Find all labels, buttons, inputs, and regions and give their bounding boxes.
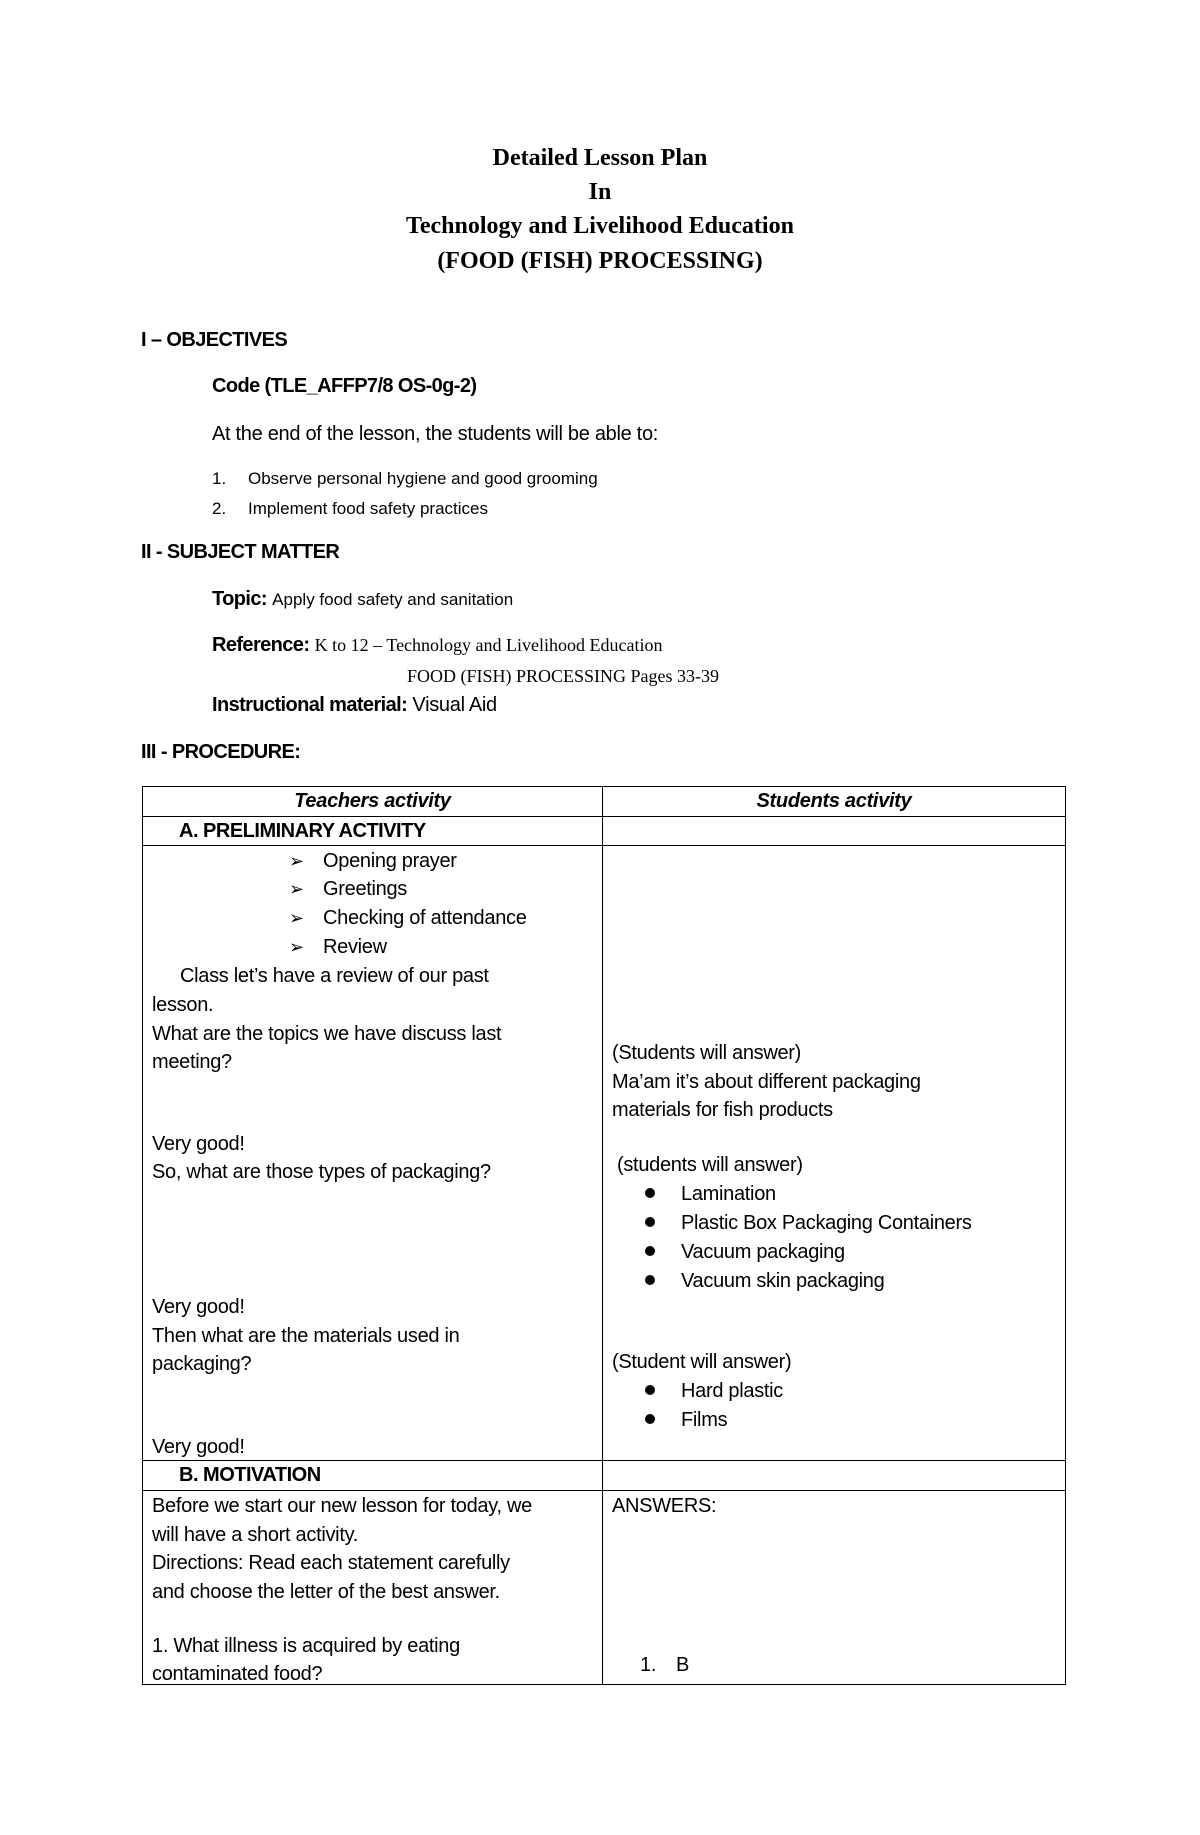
material-label: Instructional material:: [212, 694, 408, 716]
objective-text: Observe personal hygiene and good grooming: [248, 469, 598, 488]
objective-item: [212, 499, 488, 519]
bullet-icon: [645, 1275, 655, 1285]
section-b-title: B. MOTIVATION: [143, 1461, 603, 1491]
teacher-text: contaminated food?: [152, 1662, 323, 1685]
teacher-text: Before we start our new lesson for today, we: [152, 1494, 532, 1517]
section-b-empty: [603, 1461, 1066, 1491]
reference-label: Reference:: [212, 634, 310, 656]
prelim-item: ➢ Greetings: [289, 875, 407, 904]
bullet-icon: [645, 1385, 655, 1395]
prelim-item: ➢ Checking of attendance: [289, 904, 527, 933]
topic-label: Topic:: [212, 588, 267, 610]
objective-text: Implement food safety practices: [248, 499, 489, 518]
teacher-text: Directions: Read each statement carefully: [152, 1551, 510, 1574]
teacher-text: So, what are those types of packaging?: [152, 1161, 491, 1183]
bullet-icon: [645, 1414, 655, 1424]
teacher-text: meeting?: [152, 1051, 232, 1073]
teacher-text: Very good!: [152, 1133, 245, 1155]
student-text: (Student will answer): [612, 1351, 792, 1373]
material-value: Visual Aid: [412, 694, 497, 716]
teacher-text: Class let’s have a review of our past: [180, 965, 489, 987]
objective-number: 2.: [212, 499, 227, 518]
objectives-heading: I – OBJECTIVES: [141, 329, 288, 351]
teacher-text: Very good!: [152, 1436, 245, 1458]
arrow-bullet-icon: ➢: [289, 937, 304, 957]
section-row: [143, 816, 1066, 846]
student-text: Ma’am it’s about different packaging: [612, 1071, 921, 1093]
objectives-code: Code (TLE_AFFP7/8 OS-0g-2): [212, 375, 477, 397]
answer-value: B: [676, 1653, 690, 1676]
doc-subject-specialization: (FOOD (FISH) PROCESSING): [437, 248, 763, 274]
objectives-intro: At the end of the lesson, the students will be able to:: [212, 423, 659, 445]
student-text: (Students will answer): [612, 1042, 802, 1064]
subject-matter-heading: II - SUBJECT MATTER: [141, 541, 340, 563]
section-a-empty: [603, 816, 1066, 846]
table-row: [143, 1490, 1066, 1684]
bullet-icon: [645, 1188, 655, 1198]
procedure-table: [142, 786, 1066, 1685]
answer-list-item: Hard plastic: [645, 1377, 783, 1406]
bullet-icon: [645, 1246, 655, 1256]
prelim-item: ➢ Review: [289, 933, 387, 962]
section-row: [143, 1461, 1066, 1491]
arrow-bullet-icon: ➢: [289, 879, 304, 899]
topic-line: [212, 588, 513, 611]
answer-number: 1.: [640, 1653, 657, 1676]
students-cell-b: [603, 1490, 1066, 1684]
answer-list-item: Films: [645, 1406, 727, 1435]
student-text: (students will answer): [617, 1154, 803, 1176]
student-text: materials for fish products: [612, 1099, 833, 1121]
section-a-title: A. PRELIMINARY ACTIVITY: [143, 816, 603, 846]
students-cell-a: [603, 846, 1066, 1461]
answer-list-item: Vacuum skin packaging: [645, 1267, 884, 1296]
arrow-bullet-icon: ➢: [289, 908, 304, 928]
reference-line: [212, 634, 663, 657]
teacher-text: lesson.: [152, 994, 214, 1016]
reference-value: K to 12 – Technology and Livelihood Education: [314, 635, 663, 655]
teacher-text: packaging?: [152, 1353, 252, 1375]
answer-item: [640, 1651, 689, 1680]
table-header-row: [143, 787, 1066, 817]
doc-title: Detailed Lesson Plan: [492, 145, 708, 171]
teacher-text: 1. What illness is acquired by eating: [152, 1634, 460, 1657]
prelim-item: ➢ Opening prayer: [289, 847, 457, 876]
teacher-text: What are the topics we have discuss last: [152, 1023, 502, 1045]
answer-list-item: Lamination: [645, 1180, 776, 1209]
doc-title-in: In: [588, 179, 612, 205]
objective-item: [212, 469, 598, 489]
col-header-teacher: Teachers activity: [143, 787, 603, 817]
col-header-students: Students activity: [603, 787, 1066, 817]
doc-subject: Technology and Livelihood Education: [406, 213, 794, 239]
answer-list-item: Plastic Box Packaging Containers: [645, 1209, 972, 1238]
answers-label: ANSWERS:: [612, 1494, 717, 1517]
teacher-cell-b: [143, 1490, 603, 1684]
procedure-heading: III - PROCEDURE:: [141, 741, 301, 763]
answer-list-item: Vacuum packaging: [645, 1238, 845, 1267]
objective-number: 1.: [212, 469, 227, 488]
teacher-text: will have a short activity.: [152, 1523, 359, 1546]
teacher-text: Very good!: [152, 1296, 245, 1318]
arrow-bullet-icon: ➢: [289, 851, 304, 871]
teacher-cell-a: [143, 846, 603, 1461]
topic-value: Apply food safety and sanitation: [272, 590, 514, 609]
teacher-text: Then what are the materials used in: [152, 1325, 460, 1347]
table-row: [143, 846, 1066, 1461]
material-line: [212, 694, 497, 717]
reference-value-cont: FOOD (FISH) PROCESSING Pages 33-39: [407, 666, 720, 686]
teacher-text: and choose the letter of the best answer.: [152, 1580, 500, 1603]
bullet-icon: [645, 1217, 655, 1227]
